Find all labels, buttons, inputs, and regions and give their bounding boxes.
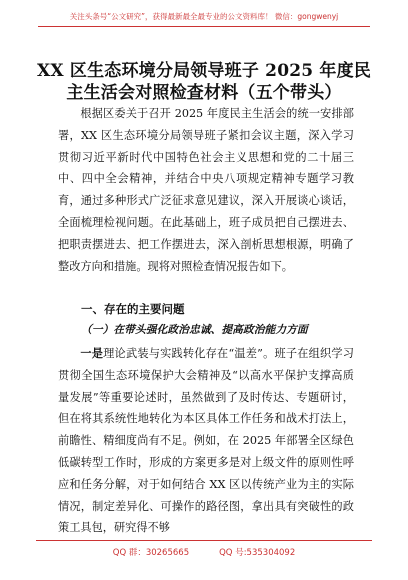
subsection-heading: （一）在带头强化政治忠诚、提高政治能力方面 (81, 323, 308, 336)
intro-block (58, 103, 354, 277)
header-banner-text: 关注头条号“公文研究”，获得最新最全最专业的公文资料库！ 微信：gongwenyj (69, 12, 339, 21)
footer (0, 546, 408, 558)
point-block (58, 343, 354, 539)
point-lead: 一是 (80, 346, 104, 360)
footer-qq-number: QQ 号:535304092 (219, 548, 296, 558)
section-heading: 一、存在的主要问题 (81, 302, 185, 316)
header-banner (0, 8, 408, 30)
document-title: XX 区生态环境分局领导班子 2025 年度民主生活会对照检查材料（五个带头） (36, 61, 372, 103)
point-paragraph (58, 343, 354, 539)
point-text: 理论武装与实践转化存在“温差”。班子在组织学习贯彻全国生态环境保护大会精神及“以高水平保护支撑高质量发展”等重要论述时，虽然做到了及时传达、专题研讨，但在将其系统性地转化为本区具体工作任务和战术打法上，前瞻性、精细度尚有不足。例如，在 2025 年部署全区绿色低碳转型工作时，形成的方案更多是对上级文件的原则性呼应和任务分解，对于如何结合 XX 区以传统产业为主的实际情况，制定差异化、可操作的路径图，拿出具有突破性的政策工具包，研究得不够 (58, 347, 354, 535)
footer-qq-group: QQ 群：30265665 (112, 548, 190, 558)
footer-divider (36, 540, 372, 541)
header-divider (38, 26, 370, 27)
intro-paragraph: 根据区委关于召开 2025 年度民主生活会的统一安排部署，XX 区生态环境分局领导班子紧扣会议主题，深入学习贯彻习近平新时代中国特色社会主义思想和党的二十届三中、四中全会精神，并结合中央八项规定精神专题学习教育，通过多种形式广泛征求意见建议，深入开展谈心谈话，全面梳理检视问题。在此基础上，班子成员把自己摆进去、把职责摆进去、把工作摆进去，深入剖析思想根源，明确了整改方向和措施。现将对照检查情况报告如下。 (58, 107, 354, 273)
